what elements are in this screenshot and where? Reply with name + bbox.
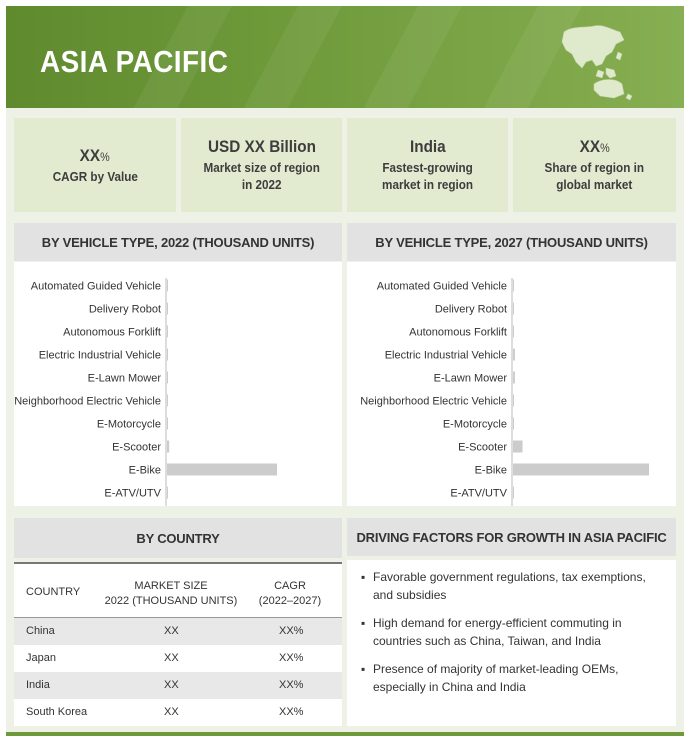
category-label: E-Motorcycle [442, 418, 507, 431]
bar-autonomous-forklift [167, 326, 168, 338]
category-label: E-ATV/UTV [450, 487, 507, 500]
bar-automated-guided-vehicle [167, 280, 168, 292]
bar-e-motorcycle [167, 418, 168, 430]
category-label: E-Bike [474, 464, 507, 477]
category-label: Delivery Robot [88, 303, 161, 316]
country-table-header [14, 562, 342, 618]
bar-neighborhood-electric-vehicle [167, 395, 168, 407]
bar-e-lawn-mower [513, 372, 515, 384]
category-label: E-ATV/UTV [104, 487, 161, 500]
bar-delivery-robot [167, 303, 168, 315]
chart-2022-svg [14, 262, 342, 506]
region-header [6, 6, 684, 108]
category-label: E-Lawn Mower [433, 372, 507, 385]
bar-electric-industrial-vehicle [513, 349, 515, 361]
bar-autonomous-forklift [513, 326, 514, 338]
bar-e-bike [167, 464, 277, 476]
category-label: Neighborhood Electric Vehicle [360, 395, 507, 408]
country-table [14, 562, 342, 726]
chart-2022-panel [14, 262, 342, 506]
drivers-panel [347, 560, 676, 726]
kpi-market-size: USD XX Billion Market size of region in 2022 [181, 118, 342, 212]
category-label: E-Bike [128, 464, 161, 477]
region-title: ASIA PACIFIC [40, 44, 229, 79]
bar-e-atv-utv [513, 487, 514, 499]
chart-2027-panel [347, 262, 676, 506]
category-label: Automated Guided Vehicle [376, 280, 507, 293]
bar-electric-industrial-vehicle [167, 349, 168, 361]
kpi-fastest-growing: India Fastest-growing market in region [347, 118, 508, 212]
bar-e-scooter [513, 441, 523, 453]
category-label: Electric Industrial Vehicle [38, 349, 161, 362]
table-row: South Korea XX XX% [26, 706, 304, 718]
bar-e-lawn-mower [167, 372, 168, 384]
category-label: Automated Guided Vehicle [30, 280, 161, 293]
driver-item: ▪ Presence of majority of market-leading OEMs, especially in China and India [361, 660, 667, 696]
header-country: COUNTRY [26, 586, 81, 598]
category-label: E-Motorcycle [96, 418, 161, 431]
bar-e-atv-utv [167, 487, 168, 499]
bar-automated-guided-vehicle [513, 280, 514, 292]
category-label: E-Scooter [112, 441, 161, 454]
bar-e-bike [513, 464, 649, 476]
category-label: Neighborhood Electric Vehicle [14, 395, 161, 408]
bar-e-scooter [167, 441, 169, 453]
chart-2027-title: BY VEHICLE TYPE, 2027 (THOUSAND UNITS) [347, 223, 676, 261]
header-market-size: MARKET SIZE 2022 (THOUSAND UNITS) [104, 580, 238, 607]
driver-item: ▪ Favorable government regulations, tax exemptions, and subsidies [361, 568, 667, 604]
drivers-list [361, 568, 667, 706]
drivers-title: DRIVING FACTORS FOR GROWTH IN ASIA PACIFIC [347, 518, 676, 556]
chart-2027-svg [347, 262, 676, 506]
category-label: Autonomous Forklift [63, 326, 161, 339]
category-label: E-Lawn Mower [87, 372, 161, 385]
by-country-title: BY COUNTRY [14, 518, 342, 558]
bar-neighborhood-electric-vehicle [513, 395, 514, 407]
driver-item: ▪ High demand for energy-efficient commuting in countries such as China, Taiwan, and India [361, 614, 667, 650]
table-row: India XX XX% [14, 672, 342, 699]
bar-e-motorcycle [513, 418, 514, 430]
category-label: E-Scooter [458, 441, 507, 454]
header-cagr: CAGR (2022–2027) [258, 580, 322, 607]
chart-2022-title: BY VEHICLE TYPE, 2022 (THOUSAND UNITS) [14, 223, 342, 261]
table-row: China XX XX% [14, 618, 342, 645]
table-row: Japan XX XX% [26, 652, 304, 664]
category-label: Electric Industrial Vehicle [384, 349, 507, 362]
category-label: Autonomous Forklift [409, 326, 507, 339]
category-label: Delivery Robot [434, 303, 507, 316]
asia-pacific-map-icon [554, 22, 636, 102]
kpi-region-share: XX% Share of region in global market [513, 118, 676, 212]
bar-delivery-robot [513, 303, 514, 315]
kpi-cagr: XX% CAGR by Value [14, 118, 176, 212]
